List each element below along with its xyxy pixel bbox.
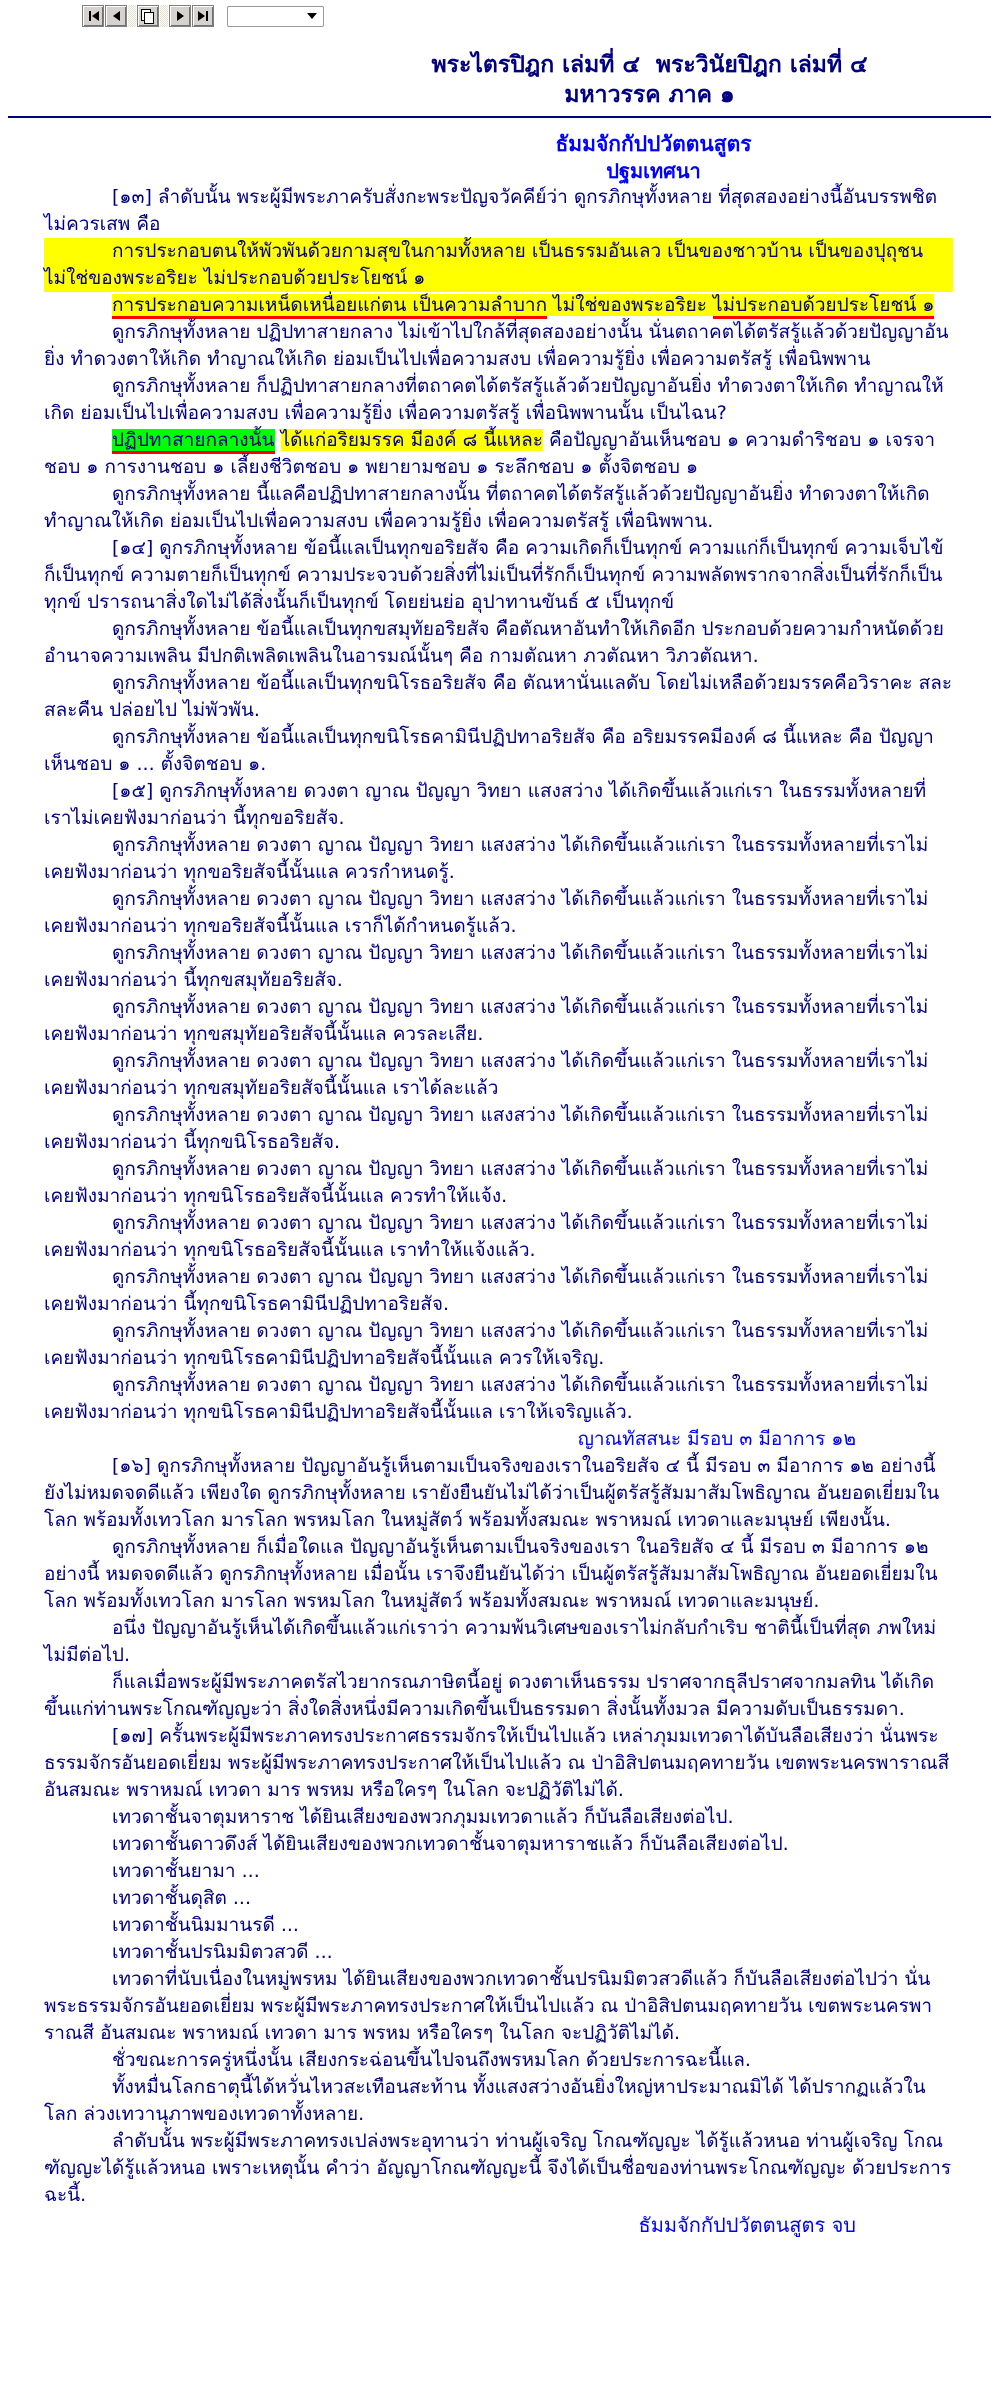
paragraph bbox=[44, 1156, 953, 1210]
sutra-body bbox=[44, 184, 953, 2239]
paragraph bbox=[44, 1372, 953, 1426]
chevron-down-icon bbox=[307, 13, 317, 19]
first-page-icon bbox=[88, 11, 99, 21]
paragraph bbox=[44, 319, 953, 373]
header-divider bbox=[8, 116, 991, 118]
text-segment: ดูกรภิกษุทั้งหลาย ข้อนี้แลเป็นทุกขนิโรธอริยสัจ คือ ตัณหานั่นแลดับ โดยไม่เหลือด้วยมรรคคือวิราคะ สละ สละคืน ปล่อยไป ไม่พัวพัน. bbox=[44, 672, 953, 721]
text-segment: ดูกรภิกษุทั้งหลาย ดวงตา ญาณ ปัญญา วิทยา แสงสว่าง ได้เกิดขึ้นแล้วแก่เรา ในธรรมทั้งหลายที่เราไม่เคยฟังมาก่อนว่า ทุกขสมุทัยอริยสัจนี้นั้นแล เราได้ละแล้ว bbox=[44, 1050, 929, 1099]
highlighted-text: การประกอบความเหน็ดเหนื่อยแก่ตน เป็นความลำบาก bbox=[112, 294, 547, 319]
text-segment: ดูกรภิกษุทั้งหลาย ดวงตา ญาณ ปัญญา วิทยา แสงสว่าง ได้เกิดขึ้นแล้วแก่เรา ในธรรมทั้งหลายที่เราไม่เคยฟังมาก่อนว่า ทุกขอริยสัจนี้นั้นแล เราก็ได้กำหนดรู้แล้ว. bbox=[44, 888, 929, 937]
highlighted-text: ไม่ใช่ของพระอริยะ bbox=[547, 294, 713, 316]
paragraph bbox=[44, 1831, 953, 1858]
paragraph bbox=[44, 1453, 953, 1534]
text-segment: ดูกรภิกษุทั้งหลาย ดวงตา ญาณ ปัญญา วิทยา แสงสว่าง ได้เกิดขึ้นแล้วแก่เรา ในธรรมทั้งหลายที่เราไม่เคยฟังมาก่อนว่า นี้ทุกขสมุทัยอริยสัจ. bbox=[44, 942, 929, 991]
paragraph bbox=[44, 1939, 953, 1966]
paragraph bbox=[44, 535, 953, 616]
paragraph bbox=[44, 1804, 953, 1831]
last-page-icon bbox=[198, 11, 209, 21]
text-segment: ดูกรภิกษุทั้งหลาย นี้แลคือปฏิปทาสายกลางนั้น ที่ตถาคตได้ตรัสรู้แล้วด้วยปัญญาอันยิ่ง ทำดวงตาให้เกิด ทำญาณให้เกิด ย่อมเป็นไปเพื่อความสงบ เพื่อความรู้ยิ่ง เพื่อความตรัสรู้ เพื่อนิพพาน. bbox=[44, 483, 930, 532]
paragraph bbox=[44, 724, 953, 778]
text-segment: [๑๕] ดูกรภิกษุทั้งหลาย ดวงตา ญาณ ปัญญา วิทยา แสงสว่าง ได้เกิดขึ้นแล้วแก่เรา ในธรรมทั้งหลายที่เราไม่เคยฟังมาก่อนว่า นี้ทุกขอริยสัจ. bbox=[44, 780, 927, 829]
paragraph bbox=[44, 292, 953, 319]
text-segment: ญาณทัสสนะ มีรอบ ๓ มีอาการ ๑๒ bbox=[577, 1428, 856, 1450]
text-segment: ดูกรภิกษุทั้งหลาย ดวงตา ญาณ ปัญญา วิทยา แสงสว่าง ได้เกิดขึ้นแล้วแก่เรา ในธรรมทั้งหลายที่เราไม่เคยฟังมาก่อนว่า ทุกขนิโรธคามินีปฏิปทาอริยสัจนี้นั้นแล ควรให้เจริญ. bbox=[44, 1320, 929, 1369]
paragraph bbox=[44, 1615, 953, 1669]
next-page-icon bbox=[177, 11, 184, 21]
volume-subtitle: มหาวรรค ภาค ๑ bbox=[564, 82, 735, 108]
sutra-content bbox=[0, 122, 999, 2269]
paragraph bbox=[44, 238, 953, 292]
paragraph bbox=[44, 1858, 953, 1885]
paragraph bbox=[44, 1210, 953, 1264]
text-segment: ดูกรภิกษุทั้งหลาย ดวงตา ญาณ ปัญญา วิทยา แสงสว่าง ได้เกิดขึ้นแล้วแก่เรา ในธรรมทั้งหลายที่เราไม่เคยฟังมาก่อนว่า นี้ทุกขนิโรธอริยสัจ. bbox=[44, 1104, 929, 1153]
text-segment: เทวดาที่นับเนื่องในหมู่พรหม ได้ยินเสียงของพวกเทวดาชั้นปรนิมมิตวสวดีแล้ว ก็บันลือเสียงต่อไปว่า นั่นพระธรรมจักรอันยอดเยี่ยม พระผู้มีพระภาคทรงประกาศให้เป็นไปแล้ว ณ ป่าอิสิปตนมฤคทายวัน เขตพระนครพาราณสี อันสมณะ พราหมณ์ เทวดา มาร พรหม หรือใครๆ ในโลก จะปฏิวัติไม่ได้. bbox=[44, 1968, 933, 2044]
paragraph bbox=[44, 1318, 953, 1372]
text-segment: การประกอบตนให้พัวพันด้วยกามสุขในกามทั้งหลาย เป็นธรรมอันเลว เป็นของชาวบ้าน เป็นของปุถุชน ไม่ใช่ของพระอริยะ ไม่ประกอบด้วยประโยชน์ ๑ bbox=[44, 240, 924, 289]
text-segment: [๑๖] ดูกรภิกษุทั้งหลาย ปัญญาอันรู้เห็นตามเป็นจริงของเราในอริยสัจ ๔ นี้ มีรอบ ๓ มีอาการ ๑๒ อย่างนี้ ยังไม่หมดจดดีแล้ว เพียงใด ดูกรภิกษุทั้งหลาย เรายังยืนยันไม่ได้ว่าเป็นผู้ตรัสรู้สัมมาสัมโพธิญาณ อันยอดเยี่ยมในโลก พร้อมทั้งเทวโลก มารโลก พรหมโลก ในหมู่สัตว์ พร้อมทั้งสมณะ พราหมณ์ เทวดาและมนุษย์ เพียงนั้น. bbox=[44, 1455, 940, 1531]
paragraph bbox=[44, 373, 953, 427]
text-segment: [๑๗] ครั้นพระผู้มีพระภาคทรงประกาศธรรมจักรให้เป็นไปแล้ว เหล่าภุมมเทวดาได้บันลือเสียงว่า นั่นพระธรรมจักรอันยอดเยี่ยม พระผู้มีพระภาคทรงประกาศให้เป็นไปแล้ว ณ ป่าอิสิปตนมฤคทายวัน เขตพระนครพาราณสี อันสมณะ พราหมณ์ เทวดา มาร พรหม หรือใครๆ ในโลก จะปฏิวัติไม่ได้. bbox=[44, 1725, 950, 1801]
text-segment: ดูกรภิกษุทั้งหลาย ข้อนี้แลเป็นทุกขนิโรธคามินีปฏิปทาอริยสัจ คือ อริยมรรคมีองค์ ๘ นี้แหละ คือ ปัญญาเห็นชอบ ๑ ... ตั้งจิตชอบ ๑. bbox=[44, 726, 934, 775]
paragraph bbox=[44, 1723, 953, 1804]
text-segment: ดูกรภิกษุทั้งหลาย ข้อนี้แลเป็นทุกขสมุทัยอริยสัจ คือตัณหาอันทำให้เกิดอีก ประกอบด้วยความกำหนัดด้วยอำนาจความเพลิน มีปกติเพลิดเพลินในอารมณ์นั้นๆ คือ กามตัณหา ภวตัณหา วิภวตัณหา. bbox=[44, 618, 944, 667]
paragraph bbox=[44, 184, 953, 238]
next-page-button[interactable] bbox=[169, 5, 191, 27]
text-segment: ดูกรภิกษุทั้งหลาย ดวงตา ญาณ ปัญญา วิทยา แสงสว่าง ได้เกิดขึ้นแล้วแก่เรา ในธรรมทั้งหลายที่เราไม่เคยฟังมาก่อนว่า ทุกขนิโรธอริยสัจนี้นั้นแล ควรทำให้แจ้ง. bbox=[44, 1158, 929, 1207]
paragraph bbox=[44, 778, 953, 832]
volume-title: พระไตรปิฎก เล่มที่ ๔ พระวินัยปิฎก เล่มที่ ๔ bbox=[431, 52, 868, 78]
paragraph bbox=[44, 1264, 953, 1318]
text-segment: ลำดับนั้น พระผู้มีพระภาคทรงเปล่งพระอุทานว่า ท่านผู้เจริญ โกณฑัญญะ ได้รู้แล้วหนอ ท่านผู้เจริญ โกณฑัญญะได้รู้แล้วหนอ เพราะเหตุนั้น คำว่า อัญญาโกณฑัญญะนี้ จึงได้เป็นชื่อของท่านพระโกณฑัญญะ ด้วยประการฉะนี้. bbox=[44, 2130, 952, 2206]
paragraph bbox=[44, 481, 953, 535]
text-segment: เทวดาชั้นนิมมานรดี ... bbox=[112, 1914, 299, 1936]
toolbar-separator bbox=[128, 5, 136, 27]
text-segment: [๑๔] ดูกรภิกษุทั้งหลาย ข้อนี้แลเป็นทุกขอริยสัจ คือ ความเกิดก็เป็นทุกข์ ความแก่ก็เป็นทุกข์ ความเจ็บไข้ก็เป็นทุกข์ ความตายก็เป็นทุกข์ ความประจวบด้วยสิ่งที่ไม่เป็นที่รักก็เป็นทุกข์ ความพลัดพรากจากสิ่งเป็นที่รักก็เป็นทุกข์ ปรารถนาสิ่งใดไม่ได้สิ่งนั้นก็เป็นทุกข์ โดยย่นย่อ อุปาทานขันธ์ ๕ เป็นทุกข์ bbox=[44, 537, 944, 613]
text-segment bbox=[275, 429, 281, 451]
text-segment: คือปัญญาอันเห็นชอบ ๑ ความดำริชอบ ๑ เจรจาชอบ ๑ การงานชอบ ๑ เลี้ยงชีวิตชอบ ๑ พยายามชอบ ๑ ระลึกชอบ ๑ ตั้งจิตชอบ ๑ bbox=[44, 429, 936, 478]
previous-page-icon bbox=[113, 11, 120, 21]
paragraph bbox=[44, 427, 953, 481]
text-segment: ดูกรภิกษุทั้งหลาย ดวงตา ญาณ ปัญญา วิทยา แสงสว่าง ได้เกิดขึ้นแล้วแก่เรา ในธรรมทั้งหลายที่เราไม่เคยฟังมาก่อนว่า ทุกขสมุทัยอริยสัจนี้นั้นแล ควรละเสีย. bbox=[44, 996, 929, 1045]
copy-page-button[interactable] bbox=[137, 5, 159, 27]
paragraph bbox=[44, 2074, 953, 2128]
text-segment: เทวดาชั้นปรนิมมิตวสวดี ... bbox=[112, 1941, 333, 1963]
text-segment: ธัมมจักกัปปวัตตนสูตร จบ bbox=[638, 2213, 856, 2237]
paragraph bbox=[44, 670, 953, 724]
paragraph bbox=[44, 994, 953, 1048]
text-segment: ดูกรภิกษุทั้งหลาย ดวงตา ญาณ ปัญญา วิทยา แสงสว่าง ได้เกิดขึ้นแล้วแก่เรา ในธรรมทั้งหลายที่เราไม่เคยฟังมาก่อนว่า ทุกขนิโรธอริยสัจนี้นั้นแล เราทำให้แจ้งแล้ว. bbox=[44, 1212, 929, 1261]
text-segment: ชั่วขณะการครู่หนึ่งนั้น เสียงกระฉ่อนขึ้นไปจนถึงพรหมโลก ด้วยประการฉะนี้แล. bbox=[112, 2049, 751, 2071]
text-segment: ดูกรภิกษุทั้งหลาย ดวงตา ญาณ ปัญญา วิทยา แสงสว่าง ได้เกิดขึ้นแล้วแก่เรา ในธรรมทั้งหลายที่เราไม่เคยฟังมาก่อนว่า ทุกขนิโรธคามินีปฏิปทาอริยสัจนี้นั้นแล เราให้เจริญแล้ว. bbox=[44, 1374, 929, 1423]
section-end-label bbox=[44, 2212, 953, 2239]
paragraph bbox=[44, 1048, 953, 1102]
sutra-subtitle: ปฐมเทศนา bbox=[606, 159, 701, 183]
last-page-button[interactable] bbox=[192, 5, 214, 27]
text-segment: อนึ่ง ปัญญาอันรู้เห็นได้เกิดขึ้นแล้วแก่เราว่า ความพ้นวิเศษของเราไม่กลับกำเริบ ชาตินี้เป็นที่สุด ภพใหม่ไม่มีต่อไป. bbox=[44, 1617, 937, 1666]
highlighted-text: ไม่ประกอบด้วยประโยชน์ ๑ bbox=[713, 294, 934, 319]
highlighted-text: ปฏิปทาสายกลางนั้น bbox=[112, 429, 275, 454]
text-segment: เทวดาชั้นดาวดึงส์ ได้ยินเสียงของพวกเทวดาชั้นจาตุมหาราชแล้ว ก็บันลือเสียงต่อไป. bbox=[112, 1833, 789, 1855]
text-segment: ทั้งหมื่นโลกธาตุนี้ได้หวั่นไหวสะเทือนสะท้าน ทั้งแสงสว่างอันยิ่งใหญ่หาประมาณมิได้ ได้ปรากฏแล้วในโลก ล่วงเทวานุภาพของเทวดาทั้งหลาย. bbox=[44, 2076, 926, 2125]
text-segment: ดูกรภิกษุทั้งหลาย ดวงตา ญาณ ปัญญา วิทยา แสงสว่าง ได้เกิดขึ้นแล้วแก่เรา ในธรรมทั้งหลายที่เราไม่เคยฟังมาก่อนว่า นี้ทุกขนิโรธคามินีปฏิปทาอริยสัจ. bbox=[44, 1266, 929, 1315]
text-segment: เทวดาชั้นดุสิต ... bbox=[112, 1887, 252, 1909]
text-segment: เทวดาชั้นจาตุมหาราช ได้ยินเสียงของพวกภุมมเทวดาแล้ว ก็บันลือเสียงต่อไป. bbox=[112, 1806, 734, 1828]
paragraph bbox=[44, 1966, 953, 2047]
paragraph bbox=[44, 616, 953, 670]
first-page-button[interactable] bbox=[82, 5, 104, 27]
text-segment: ดูกรภิกษุทั้งหลาย ดวงตา ญาณ ปัญญา วิทยา แสงสว่าง ได้เกิดขึ้นแล้วแก่เรา ในธรรมทั้งหลายที่เราไม่เคยฟังมาก่อนว่า ทุกขอริยสัจนี้นั้นแล ควรกำหนดรู้. bbox=[44, 834, 929, 883]
page-header bbox=[300, 50, 999, 110]
paragraph bbox=[44, 2128, 953, 2209]
text-segment: ดูกรภิกษุทั้งหลาย ปฏิปทาสายกลาง ไม่เข้าไปใกล้ที่สุดสองอย่างนั้น นั่นตถาคตได้ตรัสรู้แล้วด้วยปัญญาอันยิ่ง ทำดวงตาให้เกิด ทำญาณให้เกิด ย่อมเป็นไปเพื่อความสงบ เพื่อความรู้ยิ่ง เพื่อความตรัสรู้ เพื่อนิพพาน bbox=[44, 321, 949, 370]
copy-pages-icon bbox=[141, 9, 155, 23]
previous-page-button[interactable] bbox=[105, 5, 127, 27]
paragraph bbox=[44, 1885, 953, 1912]
highlighted-text: ได้แก่อริยมรรค มีองค์ ๘ นี้แหละ bbox=[280, 429, 543, 451]
navigation-toolbar bbox=[82, 4, 999, 28]
paragraph bbox=[44, 886, 953, 940]
sub-section-heading bbox=[44, 1426, 953, 1453]
paragraph bbox=[44, 1534, 953, 1615]
paragraph bbox=[44, 2047, 953, 2074]
text-segment: ดูกรภิกษุทั้งหลาย ก็ปฏิปทาสายกลางที่ตถาคตได้ตรัสรู้แล้วด้วยปัญญาอันยิ่ง ทำดวงตาให้เกิด ทำญาณให้เกิด ย่อมเป็นไปเพื่อความสงบ เพื่อความรู้ยิ่ง เพื่อความตรัสรู้ เพื่อนิพพานนั้น เป็นไฉน? bbox=[44, 375, 944, 424]
paragraph bbox=[44, 1669, 953, 1723]
text-segment: ก็แลเมื่อพระผู้มีพระภาคตรัสไวยากรณภาษิตนี้อยู่ ดวงตาเห็นธรรม ปราศจากธุลีปราศจากมลทิน ได้เกิดขึ้นแก่ท่านพระโกณฑัญญะว่า สิ่งใดสิ่งหนึ่งมีความเกิดขึ้นเป็นธรรมดา สิ่งนั้นทั้งมวล มีความดับเป็นธรรมดา. bbox=[44, 1671, 935, 1720]
page-select[interactable] bbox=[227, 6, 324, 27]
paragraph bbox=[44, 832, 953, 886]
sutra-title: ธัมมจักกัปปวัตตนสูตร bbox=[555, 132, 752, 156]
paragraph bbox=[44, 1102, 953, 1156]
text-segment: เทวดาชั้นยามา ... bbox=[112, 1860, 260, 1882]
text-segment: [๑๓] ลำดับนั้น พระผู้มีพระภาครับสั่งกะพระปัญจวัคคีย์ว่า ดูกรภิกษุทั้งหลาย ที่สุดสองอย่างนี้อันบรรพชิตไม่ควรเสพ คือ bbox=[44, 186, 938, 235]
toolbar-separator bbox=[160, 5, 168, 27]
text-segment: ดูกรภิกษุทั้งหลาย ก็เมื่อใดแล ปัญญาอันรู้เห็นตามเป็นจริงของเรา ในอริยสัจ ๔ นี้ มีรอบ ๓ มีอาการ ๑๒ อย่างนี้ หมดจดดีแล้ว ดูกรภิกษุทั้งหลาย เมื่อนั้น เราจึงยืนยันได้ว่า เป็นผู้ตรัสรู้สัมมาสัมโพธิญาณ อันยอดเยี่ยมในโลก พร้อมทั้งเทวโลก มารโลก พรหมโลก ในหมู่สัตว์ พร้อมทั้งสมณะ พราหมณ์ เทวดาและมนุษย์. bbox=[44, 1536, 938, 1612]
paragraph bbox=[44, 940, 953, 994]
paragraph bbox=[44, 1912, 953, 1939]
